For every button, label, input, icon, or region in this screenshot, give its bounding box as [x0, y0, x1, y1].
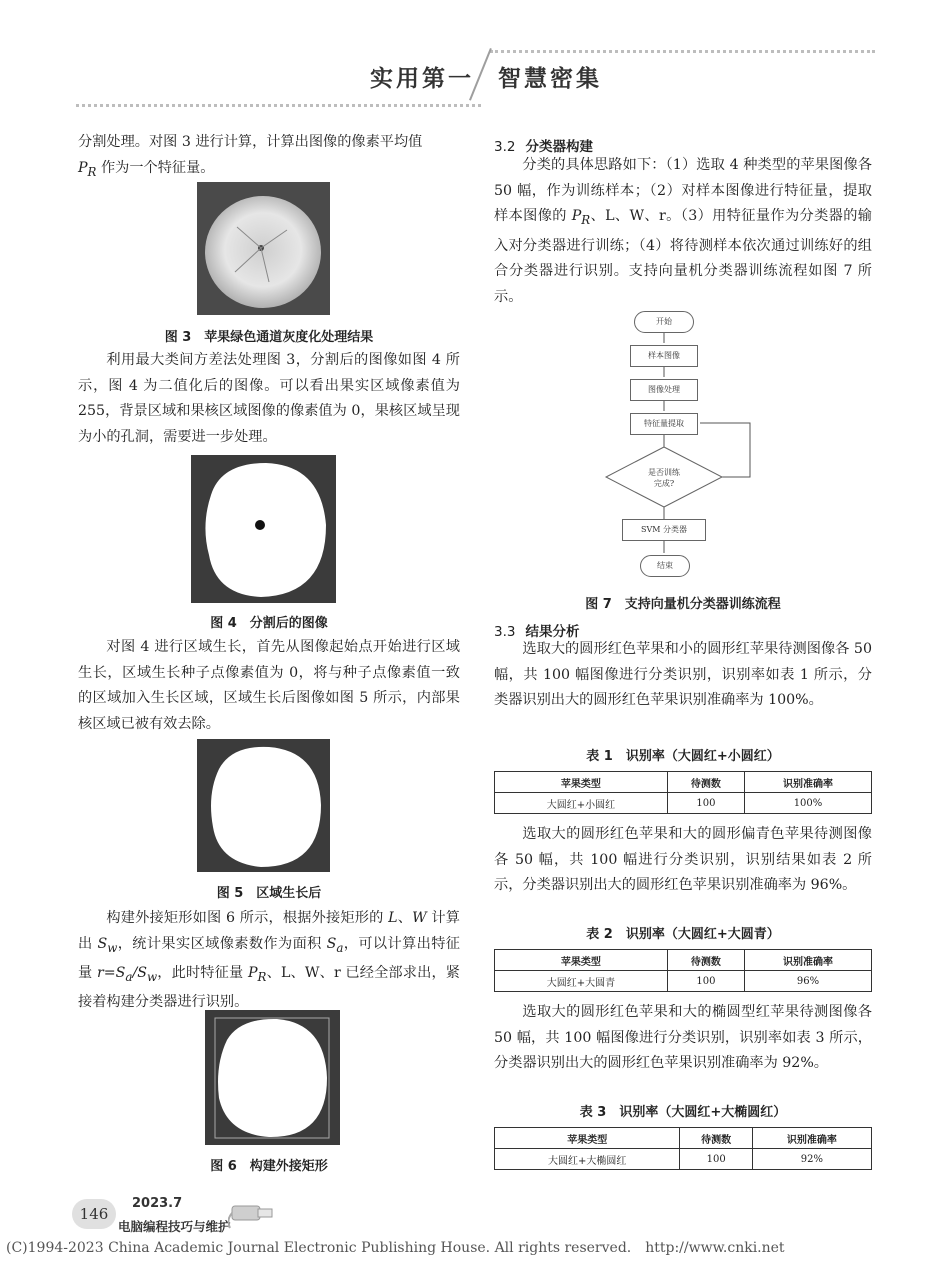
header-dotted-line-bottom	[76, 104, 481, 107]
section-3-3-title: 结果分析	[525, 624, 580, 640]
table-cell: 100	[680, 1149, 752, 1170]
flow-end-node: 结束	[640, 555, 690, 577]
figure-6-caption-wrap	[78, 1155, 460, 1175]
figure-3-image	[197, 182, 330, 315]
journal-name: 电脑编程技巧与维护	[118, 1219, 231, 1234]
flow-start-node: 开始	[634, 311, 694, 333]
table-header-cell: 苹果类型	[495, 1128, 680, 1149]
paragraph-3	[78, 635, 460, 737]
table-cell: 大圆红+小圆红	[495, 793, 668, 814]
figure-7-caption: 图 7 支持向量机分类器训练流程	[585, 597, 781, 612]
table-header-cell: 识别准确率	[752, 1128, 871, 1149]
table-cell: 100	[667, 971, 744, 992]
page-number: 146	[72, 1199, 116, 1229]
paragraph-6-text: 选取大的圆形红色苹果和小的圆形红苹果待测图像各 50 幅，共 100 幅图像进行分类识别，识别率如表 1 所示，分类器识别出大的圆形红色苹果识别准确率为 100%。	[494, 641, 872, 709]
figure-5-caption: 图 5 区域生长后	[216, 886, 322, 901]
figure-4-image	[191, 455, 336, 603]
table-2-caption: 表 2 识别率（大圆红+大圆青）	[586, 927, 780, 942]
figure-7-caption-wrap	[494, 593, 872, 613]
section-3-2-number: 3.2	[494, 139, 516, 155]
figure-3-caption: 图 3 苹果绿色通道灰度化处理结果	[164, 330, 374, 345]
table-header-row	[495, 950, 872, 971]
section-3-2-title: 分类器构建	[525, 139, 593, 155]
paragraph-2-text: 利用最大类间方差法处理图 3，分割后的图像如图 4 所示，图 4 为二值化后的图像。可以看出果实区域像素值为 255，背景区域和果核区域图像的像素值为 0，果核区域呈现为小的孔洞，需要进一步处理。	[78, 352, 460, 445]
table-1	[494, 745, 872, 814]
page-header	[370, 60, 602, 93]
section-3-2-heading	[494, 135, 593, 155]
section-3-3-number: 3.3	[494, 624, 516, 640]
table-cell: 大圆红+大圆青	[495, 971, 668, 992]
binary-apple-icon	[191, 455, 336, 603]
table-3	[494, 1101, 872, 1170]
table-header-cell: 苹果类型	[495, 772, 668, 793]
bounding-rect-apple-icon	[205, 1010, 340, 1145]
paragraph-4	[78, 906, 460, 1016]
paragraph-2	[78, 348, 460, 450]
table-row	[495, 1149, 872, 1170]
table-row	[495, 971, 872, 992]
table-1-caption: 表 1 识别率（大圆红+小圆红）	[586, 749, 780, 764]
flow-process-node: 图像处理	[630, 379, 698, 401]
paragraph-7	[494, 822, 872, 899]
paragraph-5-text: 分类的具体思路如下：（1）选取 4 种类型的苹果图像各 50 幅，作为训练样本；（2）对样本图像进行特征量，提取样本图像的 $P_R$、L、W、r。（3）用特征量作为分类器的输入对分类器进行训练；（4）将待测样本依次通过训练好的组合分类器进行识别。支持向量机分类器训练流程如图 7 所示。	[494, 157, 872, 305]
figure-5-caption-wrap	[78, 882, 460, 902]
figure-6-caption: 图 6 构建外接矩形	[210, 1159, 328, 1174]
flow-svm-node: SVM 分类器	[622, 519, 706, 541]
table-header-cell: 待测数	[667, 950, 744, 971]
header-dotted-line-top	[490, 50, 875, 53]
paragraph-8	[494, 1000, 872, 1077]
table-cell: 100	[667, 793, 744, 814]
copyright-footer: (C)1994-2023 China Academic Journal Electronic Publishing House. All rights reserved. http://www.cnki.net	[6, 1240, 785, 1256]
header-title-left: 实用第一	[370, 66, 474, 92]
paragraph-7-text: 选取大的圆形红色苹果和大的圆形偏青色苹果待测图像各 50 幅，共 100 幅进行分类识别，识别结果如表 2 所示，分类器识别出大的圆形红色苹果识别准确率为 96%。	[494, 826, 872, 894]
grayscale-apple-icon	[197, 182, 330, 315]
paragraph-3-text: 对图 4 进行区域生长，首先从图像起始点开始进行区域生长，区域生长种子点像素值为 0，将与种子点像素值一致的区域加入生长区域，区域生长后图像如图 5 所示，内部果核区域已被有效去除。	[78, 639, 460, 732]
table-cell: 92%	[752, 1149, 871, 1170]
table-header-row	[495, 772, 872, 793]
table-header-cell: 识别准确率	[744, 950, 871, 971]
table-header-cell: 识别准确率	[744, 772, 871, 793]
paragraph-8-text: 选取大的圆形红色苹果和大的椭圆型红苹果待测图像各 50 幅，共 100 幅图像进行分类识别，识别率如表 3 所示，分类器识别出大的圆形红色苹果识别准确率为 92%。	[494, 1004, 872, 1072]
figure-5-image	[197, 739, 330, 872]
paragraph-5	[494, 153, 872, 310]
flow-decision-label	[634, 467, 694, 489]
figure-4-caption: 图 4 分割后的图像	[210, 616, 328, 631]
table-header-row	[495, 1128, 872, 1149]
table-header-cell: 苹果类型	[495, 950, 668, 971]
table-3-grid	[494, 1127, 872, 1170]
flow-sample-node: 样本图像	[630, 345, 698, 367]
table-cell: 大圆红+大椭圆红	[495, 1149, 680, 1170]
table-cell: 100%	[744, 793, 871, 814]
paragraph-1-line-1: 分割处理。对图 3 进行计算，计算出图像的像素平均值	[78, 134, 423, 150]
table-header-cell: 待测数	[680, 1128, 752, 1149]
table-cell: 96%	[744, 971, 871, 992]
region-grown-apple-icon	[197, 739, 330, 872]
table-header-cell: 待测数	[667, 772, 744, 793]
figure-3-caption-wrap	[78, 326, 460, 346]
table-2-grid	[494, 949, 872, 992]
table-1-grid	[494, 771, 872, 814]
paragraph-6	[494, 637, 872, 714]
flow-decision-line-2: 完成?	[653, 479, 675, 488]
figure-6-image	[205, 1010, 340, 1145]
usb-plug-icon	[228, 1190, 278, 1230]
figure-7-flowchart	[590, 305, 790, 585]
paragraph-1	[78, 130, 460, 185]
journal-issue: 2023.7	[132, 1196, 183, 1211]
paragraph-4-text: 构建外接矩形如图 6 所示，根据外接矩形的 L、W 计算出 $S_w$，统计果实区域像素数作为面积 $S_a$，可以计算出特征量 $r=S_a/S_w$，此时特征量 $P_R$、L、W、r 已经全部求出，紧接着构建分类器进行识别。	[78, 910, 460, 1011]
paragraph-1-line-2: $P_R$ 作为一个特征量。	[78, 159, 215, 179]
table-2	[494, 923, 872, 992]
header-title-right: 智慧密集	[498, 66, 602, 92]
table-3-caption: 表 3 识别率（大圆红+大椭圆红）	[579, 1105, 787, 1120]
table-row	[495, 793, 872, 814]
flow-decision-line-1: 是否训练	[648, 468, 680, 477]
flow-feature-node: 特征量提取	[630, 413, 698, 435]
figure-4-caption-wrap	[78, 612, 460, 632]
